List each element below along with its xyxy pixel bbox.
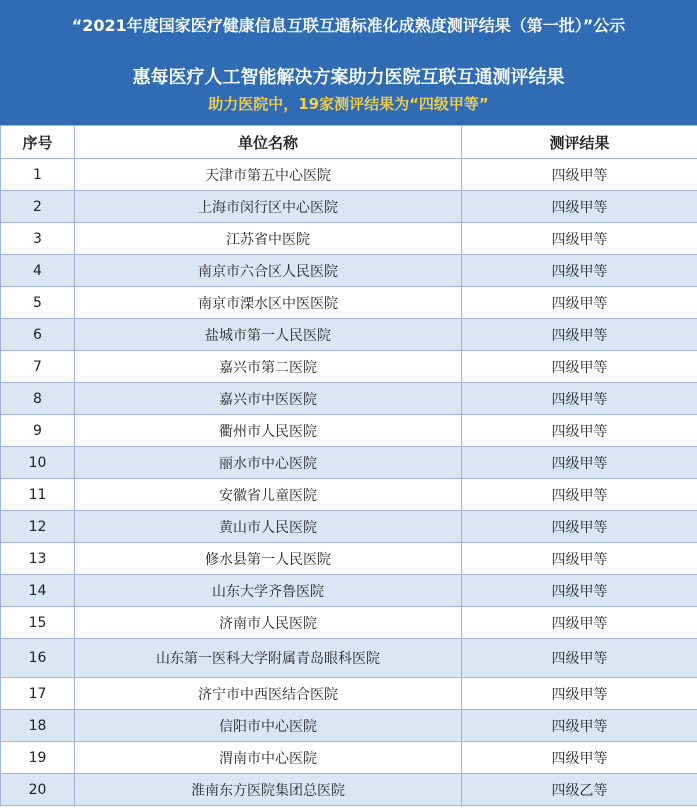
assessment-result: 四级甲等	[462, 223, 697, 255]
assessment-result: 四级乙等	[462, 774, 697, 806]
hospital-name: 济南市人民医院	[75, 607, 462, 639]
hospital-name: 黄山市人民医院	[75, 511, 462, 543]
table-row	[1, 511, 697, 543]
table-row	[1, 223, 697, 255]
table-row	[1, 287, 697, 319]
row-number: 18	[1, 710, 75, 742]
row-number: 15	[1, 607, 75, 639]
row-number: 7	[1, 351, 75, 383]
assessment-result: 四级甲等	[462, 607, 697, 639]
hospital-name: 淮南东方医院集团总医院	[75, 774, 462, 806]
hospital-name: 安徽省儿童医院	[75, 479, 462, 511]
hospital-name: 天津市第五中心医院	[75, 159, 462, 191]
row-number: 19	[1, 742, 75, 774]
column-header-number: 序号	[1, 126, 75, 159]
table-row	[1, 678, 697, 710]
assessment-result: 四级甲等	[462, 255, 697, 287]
hospital-name: 盐城市第一人民医院	[75, 319, 462, 351]
row-number: 8	[1, 383, 75, 415]
assessment-result: 四级甲等	[462, 511, 697, 543]
table-header-row	[1, 126, 697, 159]
row-number: 13	[1, 543, 75, 575]
table-row	[1, 159, 697, 191]
row-number: 16	[1, 639, 75, 678]
row-number: 9	[1, 415, 75, 447]
hospital-name: 衢州市人民医院	[75, 415, 462, 447]
hospital-name: 南京市溧水区中医医院	[75, 287, 462, 319]
assessment-result: 四级甲等	[462, 447, 697, 479]
assessment-result: 四级甲等	[462, 710, 697, 742]
row-number: 6	[1, 319, 75, 351]
hospital-name: 南京市六合区人民医院	[75, 255, 462, 287]
assessment-result: 四级甲等	[462, 319, 697, 351]
assessment-result: 四级甲等	[462, 351, 697, 383]
assessment-result: 四级甲等	[462, 742, 697, 774]
row-number: 5	[1, 287, 75, 319]
hospital-name: 上海市闵行区中心医院	[75, 191, 462, 223]
row-number: 4	[1, 255, 75, 287]
assessment-result: 四级甲等	[462, 287, 697, 319]
table-row	[1, 543, 697, 575]
main-title: 惠每医疗人工智能解决方案助力医院互联互通测评结果	[132, 67, 565, 88]
assessment-result: 四级甲等	[462, 159, 697, 191]
table-row	[1, 710, 697, 742]
table-row	[1, 447, 697, 479]
row-number: 17	[1, 678, 75, 710]
row-number: 10	[1, 447, 75, 479]
table-row	[1, 742, 697, 774]
assessment-result: 四级甲等	[462, 479, 697, 511]
table-row	[1, 415, 697, 447]
column-header-result: 测评结果	[462, 126, 697, 159]
hospital-name: 渭南市中心医院	[75, 742, 462, 774]
table-row	[1, 479, 697, 511]
hospital-name: 济宁市中西医结合医院	[75, 678, 462, 710]
notice-title: “2021年度国家医疗健康信息互联互通标准化成熟度测评结果（第一批）”公示	[71, 16, 626, 35]
hospital-name: 丽水市中心医院	[75, 447, 462, 479]
table-row	[1, 191, 697, 223]
table-row	[1, 255, 697, 287]
assessment-result: 四级甲等	[462, 543, 697, 575]
hospital-name: 修水县第一人民医院	[75, 543, 462, 575]
assessment-result: 四级甲等	[462, 575, 697, 607]
table-row	[1, 639, 697, 678]
table-row	[1, 319, 697, 351]
hospital-name: 山东大学齐鲁医院	[75, 575, 462, 607]
table-row	[1, 774, 697, 806]
table-row	[1, 575, 697, 607]
table-row	[1, 351, 697, 383]
hospital-name: 嘉兴市第二医院	[75, 351, 462, 383]
row-number: 11	[1, 479, 75, 511]
row-number: 3	[1, 223, 75, 255]
row-number: 12	[1, 511, 75, 543]
assessment-result: 四级甲等	[462, 383, 697, 415]
row-number: 20	[1, 774, 75, 806]
hospital-name: 山东第一医科大学附属青岛眼科医院	[75, 639, 462, 678]
hospital-name: 信阳市中心医院	[75, 710, 462, 742]
row-number: 2	[1, 191, 75, 223]
results-table	[0, 125, 697, 806]
row-number: 1	[1, 159, 75, 191]
assessment-result: 四级甲等	[462, 415, 697, 447]
row-number: 14	[1, 575, 75, 607]
assessment-result: 四级甲等	[462, 639, 697, 678]
subtitle: 助力医院中，19家测评结果为“四级甲等”	[208, 95, 489, 113]
table-body	[1, 159, 697, 806]
hospital-name: 嘉兴市中医医院	[75, 383, 462, 415]
column-header-name: 单位名称	[75, 126, 462, 159]
table-row	[1, 607, 697, 639]
assessment-result: 四级甲等	[462, 191, 697, 223]
table-row	[1, 383, 697, 415]
page-header	[0, 0, 697, 125]
assessment-result: 四级甲等	[462, 678, 697, 710]
hospital-name: 江苏省中医院	[75, 223, 462, 255]
